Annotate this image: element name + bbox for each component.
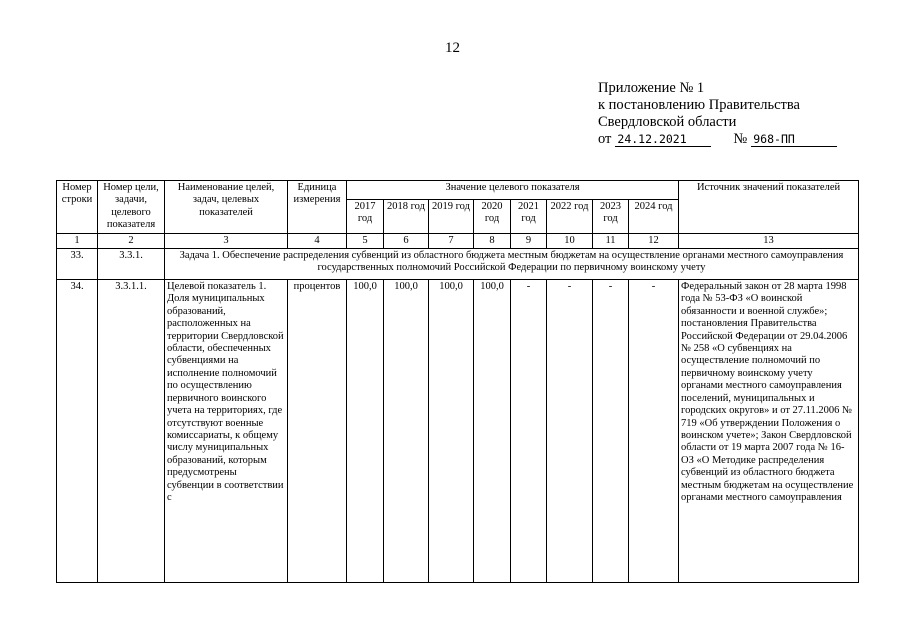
header-year: 2020 год: [474, 199, 511, 233]
indicator-code: 3.3.1.1.: [98, 280, 165, 583]
column-number: 9: [511, 233, 547, 248]
header-row-1: [57, 181, 859, 200]
header-goal-number: Номер цели, задачи, целевого показателя: [98, 181, 165, 234]
header-name: Наименование целей, задач, целевых показателей: [165, 181, 288, 234]
column-number: 8: [474, 233, 511, 248]
indicator-name: Целевой показатель 1. Доля муниципальных образований, расположенных на территории Свердловской области, обеспеченных субвенциями на исполнение полномочий по осуществлению первичного воинского учета на территориях, где отсутствуют военные комиссариаты, к общему числу муниципальных образований, которым предусмотрены субвенции в соответствии с: [167, 281, 284, 503]
header-unit: Единица измерения: [288, 181, 347, 234]
value-2020: 100,0: [474, 280, 511, 583]
column-number: 10: [547, 233, 593, 248]
appendix-date-line: [598, 131, 837, 148]
header-year: 2023 год: [593, 199, 629, 233]
column-number: 6: [384, 233, 429, 248]
value-2021: -: [511, 280, 547, 583]
column-number: 2: [98, 233, 165, 248]
column-number-row: [57, 233, 859, 248]
header-year: 2019 год: [429, 199, 474, 233]
indicator-unit: процентов: [288, 280, 347, 583]
source-text: Федеральный закон от 28 марта 1998 года № 53-ФЗ «О воинской обязанности и военной службе»; постановления Правительства Российской Федерации от 29.04.2006 № 258 «О субвенциях на осуществление полномочий по первичному воинскому учету органами местного самоуправления поселений, муниципальных и городских округов» и от 27.11.2006 № 719 «Об утверждении Положения о воинском учете»; Закон Свердловской области от 19 марта 2007 года № 16-ОЗ «О Методике распределения субвенций из областного бюджета местным бюджетам на осуществление органами местного самоуправления: [681, 281, 854, 503]
column-number: 13: [679, 233, 859, 248]
header-year: 2017 год: [347, 199, 384, 233]
task-row: [57, 249, 859, 280]
column-number: 12: [629, 233, 679, 248]
value-2017: 100,0: [347, 280, 384, 583]
column-number: 7: [429, 233, 474, 248]
appendix-title: Приложение № 1: [598, 80, 705, 96]
goal-code: 3.3.1.: [98, 249, 165, 280]
header-year: 2024 год: [629, 199, 679, 233]
page-number: 12: [445, 40, 460, 56]
indicator-name-cell: [165, 280, 288, 583]
indicators-table: [56, 180, 859, 583]
appendix-line-2: к постановлению Правительства: [598, 97, 800, 113]
value-2023: -: [593, 280, 629, 583]
value-2022: -: [547, 280, 593, 583]
indicator-row: [57, 280, 859, 583]
appendix-block: [598, 80, 837, 148]
column-number: 5: [347, 233, 384, 248]
column-number: 11: [593, 233, 629, 248]
header-year: 2022 год: [547, 199, 593, 233]
row-number: 33.: [57, 249, 98, 280]
header-values-group: Значение целевого показателя: [347, 181, 679, 200]
date-label: от: [598, 131, 612, 147]
resolution-date: 24.12.2021: [615, 133, 711, 147]
task-description: Задача 1. Обеспечение распределения субвенций из областного бюджета местным бюджетам на осуществление органами местного самоуправления государственных полномочий Российской Федерации по первичному воинскому учету: [165, 249, 859, 280]
appendix-line-3: Свердловской области: [598, 114, 737, 130]
row-number: 34.: [57, 280, 98, 583]
column-number: 3: [165, 233, 288, 248]
header-row-number: Номер строки: [57, 181, 98, 234]
header-source: Источник значений показателей: [679, 181, 859, 234]
header-year: 2018 год: [384, 199, 429, 233]
value-2024: -: [629, 280, 679, 583]
source-cell: [679, 280, 859, 583]
number-label: №: [733, 131, 748, 147]
column-number: 4: [288, 233, 347, 248]
resolution-number: 968-ПП: [751, 133, 837, 147]
value-2018: 100,0: [384, 280, 429, 583]
column-number: 1: [57, 233, 98, 248]
value-2019: 100,0: [429, 280, 474, 583]
header-year: 2021 год: [511, 199, 547, 233]
